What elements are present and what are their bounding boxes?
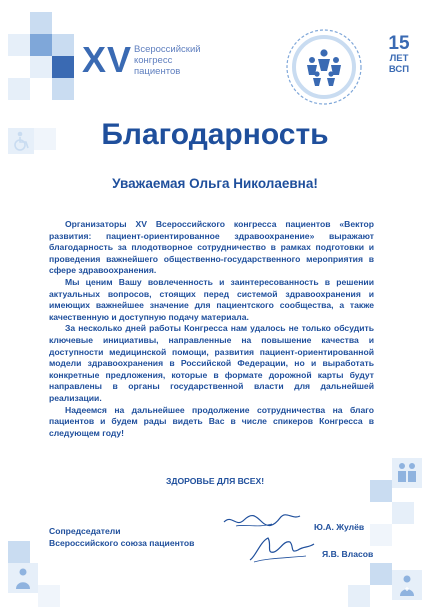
signatory-title (49, 526, 194, 549)
union-emblem-icon (283, 26, 365, 108)
paragraph: Организаторы XV Всероссийского конгресса пациентов «Вектор развития: пациент-ориентированное здравоохранение» выражают благодарность за плодотворное сотрудничество в рамках подготовки и проведения важнейшего общественно-государственного мероприятия в сфере здравоохранения. (49, 219, 374, 276)
years-abbr: ВСП (388, 64, 410, 75)
congress-line: Всероссийский (134, 44, 201, 55)
decor-square (52, 78, 74, 100)
signature-2-image (246, 532, 316, 566)
salutation: Уважаемая Ольга Николаевна! (112, 176, 318, 191)
paragraph: Надеемся на дальнейшее продолжение сотрудничества на благо пациентов и будем рады видеть Вас в числе спикеров Конгресса в следующем году! (49, 404, 374, 438)
patient-icon (8, 563, 38, 593)
decor-square (30, 34, 52, 56)
paragraph: Мы ценим Вашу вовлеченность и заинтересованность в решении актуальных вопросов, стоящих перед системой здравоохранения и имеющих важнейшее значение для пациентского сообщества, а также качественную и доступную подачу материала. (49, 276, 374, 322)
signatory-line: Сопредседатели (49, 526, 121, 536)
decor-square (30, 56, 52, 78)
decor-square (348, 585, 370, 607)
decor-square (8, 541, 30, 563)
decor-square (52, 34, 74, 56)
paragraph: За несколько дней работы Конгресса нам удалось не только обсудить ключевые инициативы, направленные на повышение качества и доступности медицинской помощи, развития пациент-ориентированной модели здравоохранения в Российской Федерации, но и выработать конкретные предложения, которые в формате дорожной карты будут направлены в органы государственной власти для дальнейшей реализации. (49, 323, 374, 403)
decor-square (370, 563, 392, 585)
congress-line: пациентов (134, 66, 181, 77)
page-title: Благодарность (101, 118, 329, 151)
decor-square (8, 34, 30, 56)
closing-slogan: ЗДОРОВЬЕ ДЛЯ ВСЕХ! (165, 476, 265, 486)
decor-square (8, 78, 30, 100)
years-word: ЛЕТ (389, 53, 409, 64)
congress-number: XV (82, 39, 133, 80)
signature-1-image (222, 508, 302, 534)
decor-square (52, 56, 74, 78)
anniversary-badge (382, 34, 416, 75)
decor-square (30, 12, 52, 34)
decor-square (370, 480, 392, 502)
signer-2-name: Я.В. Власов (322, 549, 374, 559)
signatory-line: Всероссийского союза пациентов (49, 537, 195, 548)
decor-square (392, 502, 414, 524)
years-number: 15 (388, 33, 410, 54)
doctor-icon (392, 570, 422, 600)
congress-line: конгресс (134, 55, 173, 66)
letter-body (49, 219, 374, 439)
family-icon (392, 458, 422, 488)
signer-1-name: Ю.А. Жулёв (314, 522, 365, 532)
decor-square (370, 524, 392, 546)
decor-square (38, 585, 60, 607)
congress-name (134, 44, 201, 77)
